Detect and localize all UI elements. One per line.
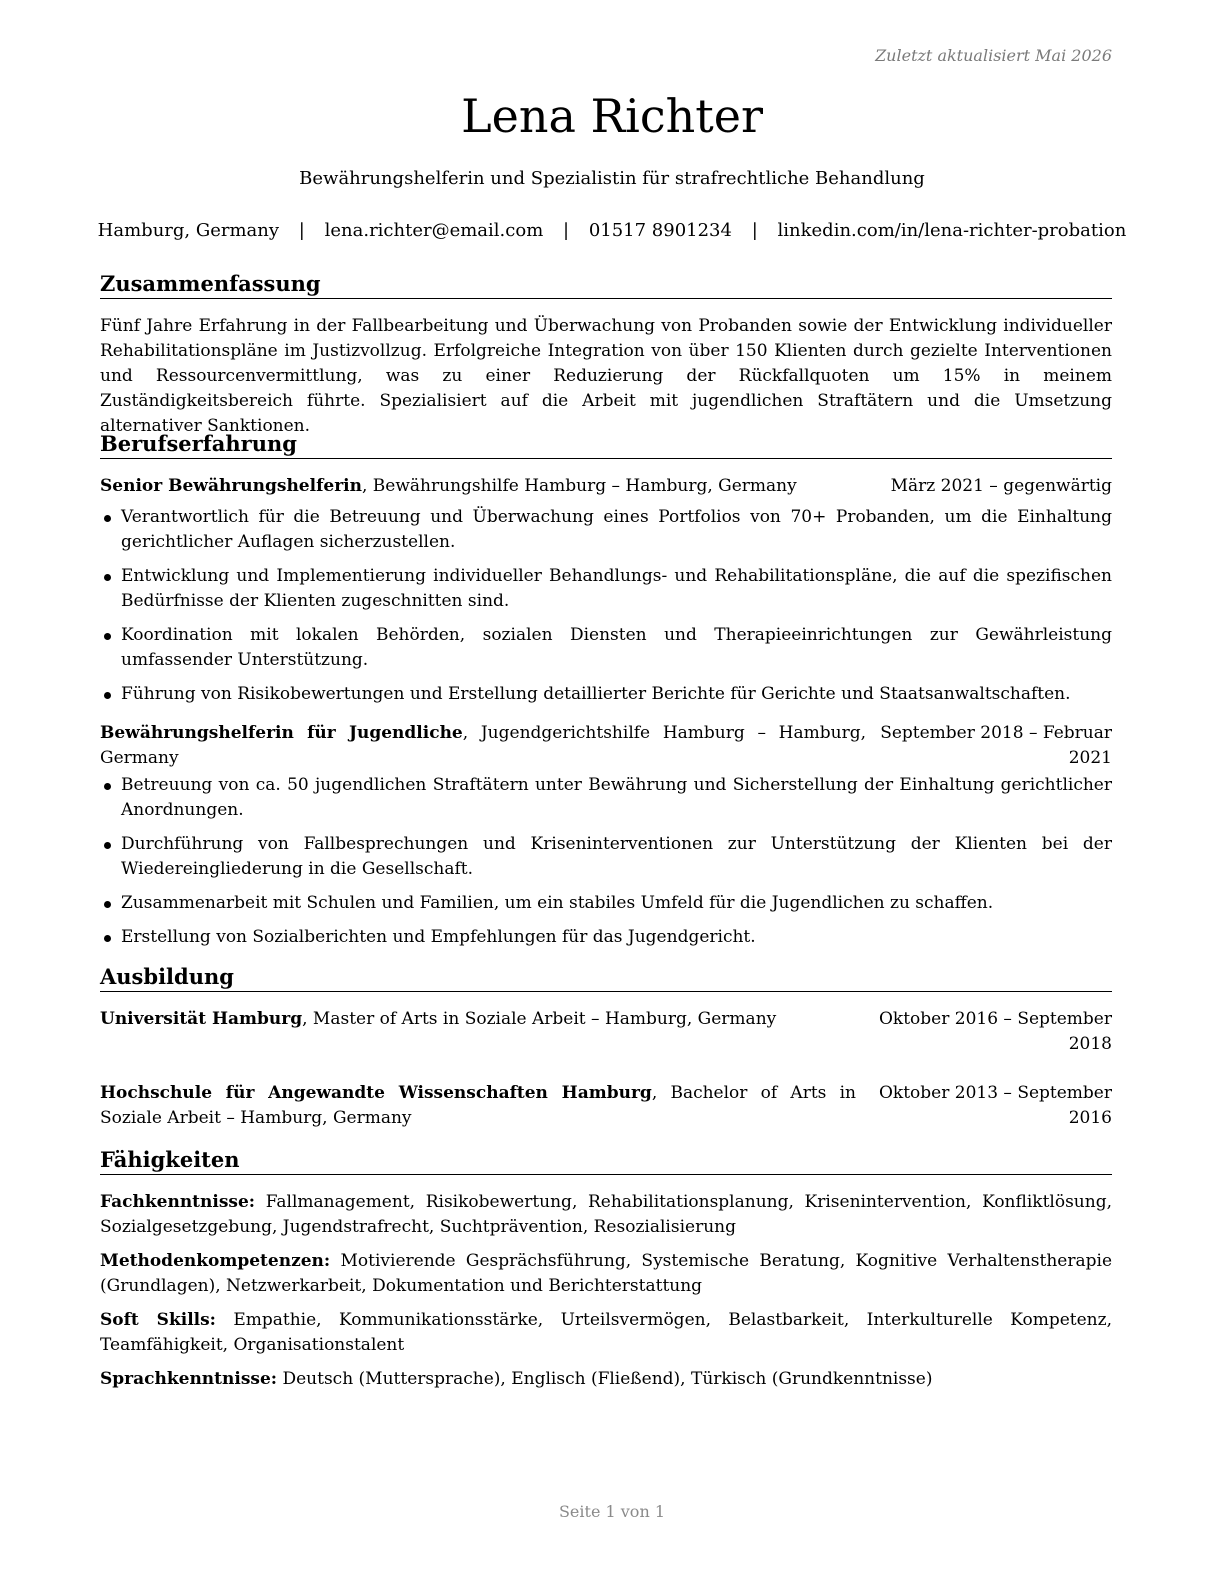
job-bullets [100,773,1112,950]
section-heading-experience: Berufserfahrung [100,431,1112,459]
skill-label: Soft Skills: [100,1310,216,1330]
section-heading-skills: Fähigkeiten [100,1147,1112,1175]
contact-linkedin[interactable]: linkedin.com/in/lena-richter-probation [777,220,1127,241]
job-org: , Jugendgerichtshilfe Hamburg – Hamburg, Germany [100,723,866,768]
skill-text: Deutsch (Muttersprache), Englisch (Fließend), Türkisch (Grundkenntnisse) [277,1369,933,1389]
list-item: Durchführung von Fallbesprechungen und Kriseninterventionen zur Unterstützung der Klienten bei der Wiedereingliederung in die Gesellschaft. [100,832,1112,882]
job-role: Senior Bewährungshelferin [100,476,362,496]
contact-email[interactable]: lena.richter@email.com [324,220,544,241]
candidate-name: Lena Richter [461,89,763,143]
skill-text: Motivierende Gesprächsführung, Systemische Beratung, Kognitive Verhaltenstherapie (Grundlagen), Netzwerkarbeit, Dokumentation und Berichterstattung [100,1251,1112,1296]
summary-text: Fünf Jahre Erfahrung in der Fallbearbeitung und Überwachung von Probanden sowie der Entwicklung individueller Rehabilitationspläne im Justizvollzug. Erfolgreiche Integration von über 150 Klienten durch gezielte Interventionen und Ressourcenvermittlung, was zu einer Reduzierung der Rückfallquoten um 15% in meinem Zuständigkeitsbereich führte. Spezialisiert auf die Arbeit mit jugendlichen Straftätern und die Umsetzung alternativer Sanktionen. [100,316,1112,436]
contact-separator: | [563,220,570,241]
skill-label: Sprachkenntnisse: [100,1369,278,1389]
skills-list [100,1190,1112,1401]
page-number: Seite 1 von 1 [558,1502,666,1521]
skill-text: Fallmanagement, Risikobewertung, Rehabilitationsplanung, Krisenintervention, Konfliktlösung, Sozialgesetzgebung, Jugendstrafrecht, Suchtprävention, Resozialisierung [100,1192,1112,1237]
list-item: Entwicklung und Implementierung individueller Behandlungs- und Rehabilitationspläne, die auf die spezifischen Bedürfnisse der Klienten zugeschnitten sind. [100,564,1112,614]
skill-item [100,1367,1112,1392]
list-item: Betreuung von ca. 50 jugendlichen Straftätern unter Bewährung und Sicherstellung der Einhaltung gerichtlicher Anordnungen. [100,773,1112,823]
section-heading-education: Ausbildung [100,964,1112,992]
list-item: Zusammenarbeit mit Schulen und Familien, um ein stabiles Umfeld für die Jugendlichen zu schaffen. [100,891,1112,916]
job-role: Bewährungshelferin für Jugendliche [100,723,463,743]
job-dates: September 2018 – Februar 2021 [880,723,1112,768]
skill-label: Fachkenntnisse: [100,1192,256,1212]
education-school: Hochschule für Angewandte Wissenschaften Hamburg [100,1083,652,1103]
list-item: Verantwortlich für die Betreuung und Überwachung eines Portfolios von 70+ Probanden, um die Einhaltung gerichtlicher Auflagen sicherzustellen. [100,505,1112,555]
education-detail: , Bachelor of Arts in Soziale Arbeit – Hamburg, Germany [100,1083,856,1128]
job-title: Bewährungshelferin und Spezialistin für strafrechtliche Behandlung [299,168,925,189]
skill-label: Methodenkompetenzen: [100,1251,331,1271]
skill-text: Empathie, Kommunikationsstärke, Urteilsvermögen, Belastbarkeit, Interkulturelle Kompetenz, Teamfähigkeit, Organisationstalent [100,1310,1112,1355]
job-org: , Bewährungshilfe Hamburg – Hamburg, Germany [362,476,797,496]
education-dates: Oktober 2013 – September 2016 [878,1083,1112,1128]
skill-item [100,1249,1112,1299]
skill-item [100,1190,1112,1240]
job-entry [100,474,1112,716]
education-school: Universität Hamburg [100,1009,303,1029]
list-item: Koordination mit lokalen Behörden, sozialen Diensten und Therapieeinrichtungen zur Gewährleistung umfassender Unterstützung. [100,623,1112,673]
education-entry [100,1081,1112,1131]
education-dates: Oktober 2016 – September 2018 [878,1009,1112,1054]
list-item: Erstellung von Sozialberichten und Empfehlungen für das Jugendgericht. [100,925,1112,950]
job-header [100,474,1112,499]
job-header [100,721,1112,771]
job-dates: März 2021 – gegenwärtig [890,476,1112,496]
education-entry [100,1007,1112,1057]
skill-item [100,1308,1112,1358]
section-heading-summary: Zusammenfassung [100,271,1112,299]
contact-line [0,220,1224,241]
contact-location: Hamburg, Germany [97,220,280,241]
education-detail: , Master of Arts in Soziale Arbeit – Hamburg, Germany [302,1009,777,1029]
list-item: Führung von Risikobewertungen und Erstellung detaillierter Berichte für Gerichte und Staatsanwaltschaften. [100,682,1112,707]
contact-phone[interactable]: 01517 8901234 [588,220,732,241]
contact-separator: | [751,220,758,241]
last-updated: Zuletzt aktualisiert Mai 2026 [875,46,1112,65]
job-entry [100,721,1112,959]
contact-separator: | [298,220,305,241]
job-bullets [100,505,1112,707]
